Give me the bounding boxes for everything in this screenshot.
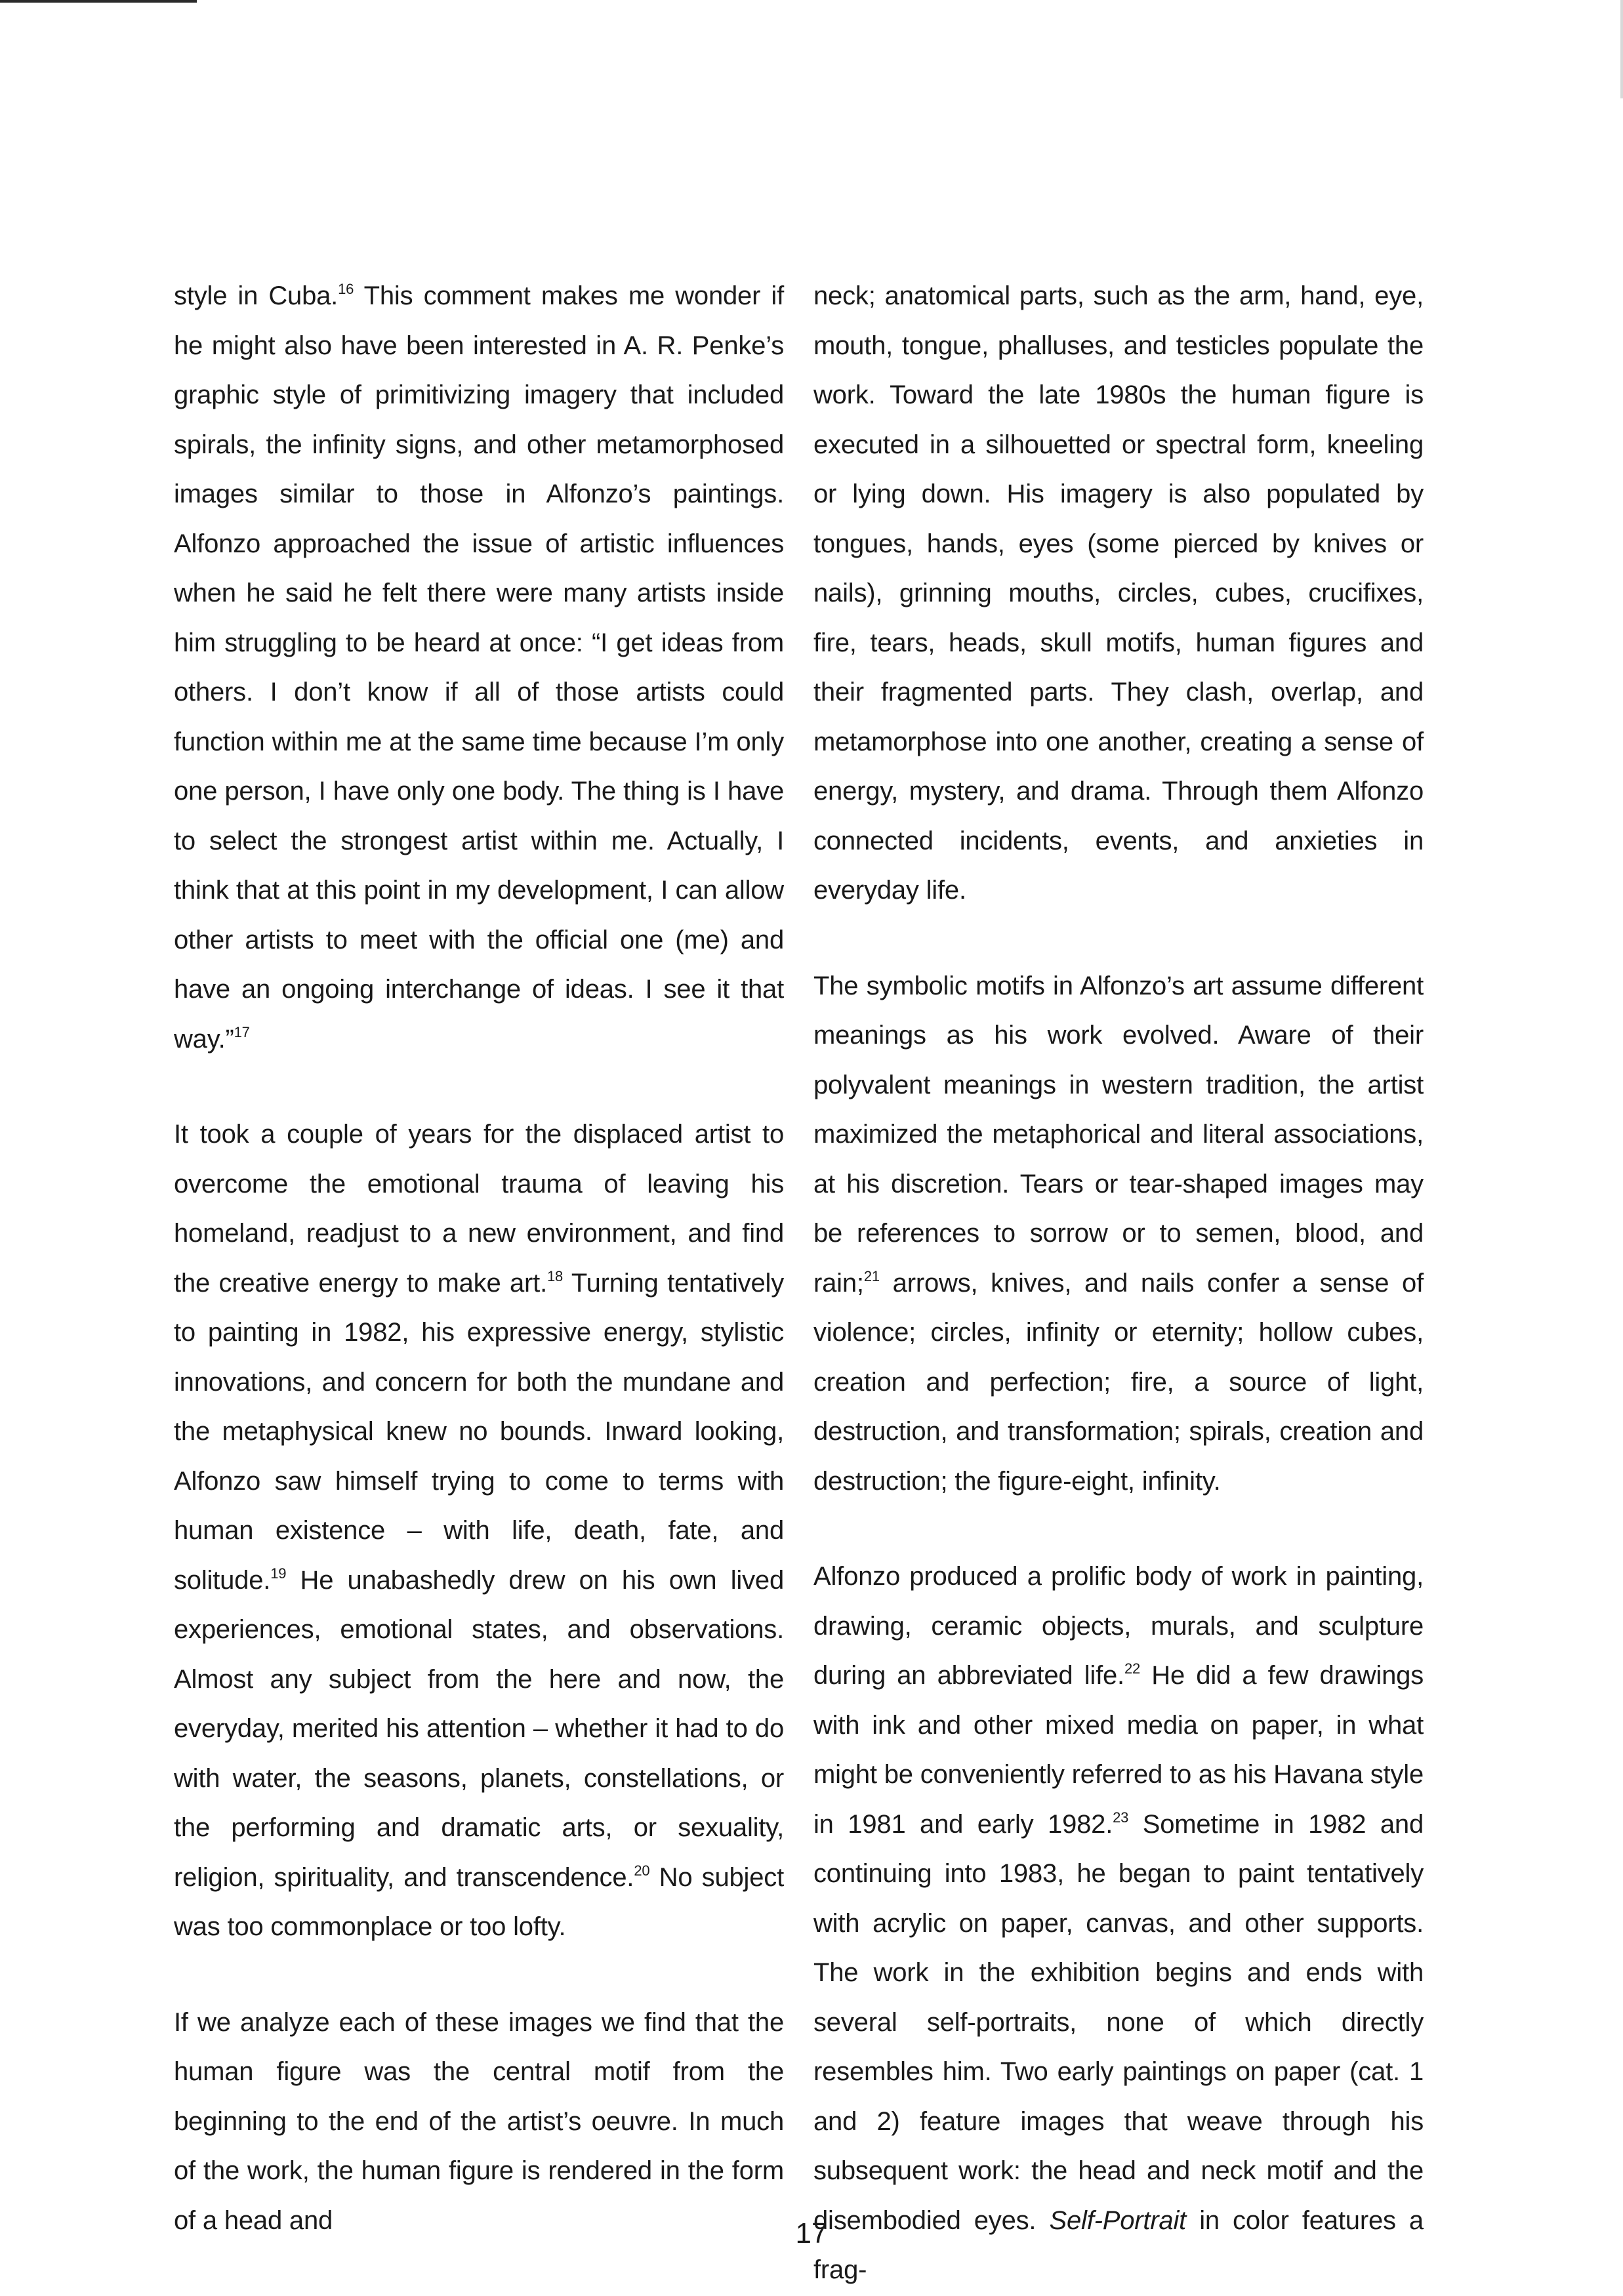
artwork-title: Self-Portrait — [1049, 2205, 1187, 2235]
paragraph-symbolic-motifs — [813, 962, 1424, 1507]
paragraph-anatomical-parts — [813, 272, 1424, 916]
footnote-marker: 18 — [547, 1267, 564, 1284]
left-column — [174, 272, 784, 2245]
text-run: Turning tentatively to painting in 1982, his expressive energy, stylistic innovations, and concern for both the mundane and the metaphysical knew no bounds. Inward looking, Alfonzo saw himself trying to come to terms with human existence – with life, death, fate, and solitude. — [174, 1268, 784, 1595]
footnote-marker: 20 — [634, 1862, 650, 1879]
footnote-marker: 21 — [863, 1267, 880, 1284]
text-run: He unabashedly drew on his own lived experiences, emotional states, and observations. Almost any subject from the here and now, the everyday, merited his attention – whether it had to do with water, the seasons, planets, constellations, or the performing and dramatic arts, or sexuality, religion, spirituality, and transcendence. — [174, 1565, 784, 1892]
text-run: neck; anatomical parts, such as the arm, hand, eye, mouth, tongue, phalluses, and testicles populate the work. Toward the late 1980s the human figure is executed in a silhouetted or spectral form, kneeling or lying down. His imagery is also populated by tongues, hands, eyes (some pierced by knives or nails), grinning mouths, circles, cubes, crucifixes, fire, tears, heads, skull motifs, human figures and their fragmented parts. They clash, overlap, and metamorphose into one another, creating a sense of energy, mystery, and drama. Through them Alfonzo connected incidents, events, and anxieties in everyday life. — [813, 281, 1424, 905]
paragraph-displaced-artist — [174, 1110, 784, 1952]
scan-edge-mark — [0, 0, 197, 3]
text-run: He did a few drawings with ink and other mixed media on paper, in what might be conveniently referred to as his Havana style in 1981 and early 1982. — [813, 1661, 1424, 1839]
text-run: This comment makes me wonder if he might also have been interested in A. R. Penke’s graphic style of primitivizing imagery that included spirals, the infinity signs, and other metamorphosed images similar to those in Alfonzo’s paintings. Alfonzo approached the issue of artistic influences when he said he felt there were many artists inside him struggling to be heard at once: “I get ideas from others. I don’t know if all of those artists could function within me at the same time because I’m only one person, I have only one body. The thing is I have to select the strongest artist within me. Actually, I think that at this point in my development, I can allow other artists to meet with the official one (me) and have an ongoing interchange of ideas. I see it that way.” — [174, 281, 784, 1054]
footnote-marker: 22 — [1124, 1660, 1141, 1677]
scan-edge-shadow — [1620, 0, 1623, 98]
footnote-marker: 23 — [1113, 1809, 1129, 1826]
paragraph-influences — [174, 272, 784, 1064]
footnote-marker: 19 — [270, 1565, 287, 1582]
paragraph-prolific-body — [813, 1552, 1424, 2295]
footnote-marker: 17 — [234, 1023, 250, 1040]
paragraph-human-figure — [174, 1998, 784, 2246]
text-run: If we analyze each of these images we find that the human figure was the central motif from the beginning to the end of the artist’s oeuvre. In much of the work, the human figure is rendered in the form of a head and — [174, 2007, 784, 2235]
text-run: style in Cuba. — [174, 281, 339, 310]
text-run: Alfonzo produced a prolific body of work in painting, drawing, ceramic objects, murals, and sculpture during an abbreviated life. — [813, 1562, 1424, 1690]
footnote-marker: 16 — [338, 281, 354, 297]
text-run: Sometime in 1982 and continuing into 1983, he began to paint tentatively with acrylic on paper, canvas, and other supports. The work in the exhibition begins and ends with several self-portraits, none of which directly resembles him. Two early paintings on paper (cat. 1 and 2) feature images that weave through his subsequent work: the head and neck motif and the disembodied eyes. — [813, 1809, 1424, 2235]
text-run: No subject was too commonplace or too lofty. — [174, 1862, 784, 1941]
right-column — [813, 272, 1424, 2295]
text-run: It took a couple of years for the displaced artist to overcome the emotional trauma of leaving his homeland, readjust to a new environment, and find the creative energy to make art. — [174, 1120, 784, 1298]
text-run: in color features a frag- — [813, 2205, 1424, 2284]
page-number: 17 — [795, 2217, 828, 2249]
text-run: The symbolic motifs in Alfonzo’s art assume different meanings as his work evolved. Aware of their polyvalent meanings in western tradition, the artist maximized the metaphorical and literal associations, at his discretion. Tears or tear-shaped images may be references to sorrow or to semen, blood, and rain; — [813, 971, 1424, 1298]
text-run: arrows, knives, and nails confer a sense of violence; circles, infinity or eternity; hollow cubes, creation and perfection; fire, a source of light, destruction, and transformation; spirals, creation and destruction; the figure-eight, infinity. — [813, 1268, 1424, 1496]
